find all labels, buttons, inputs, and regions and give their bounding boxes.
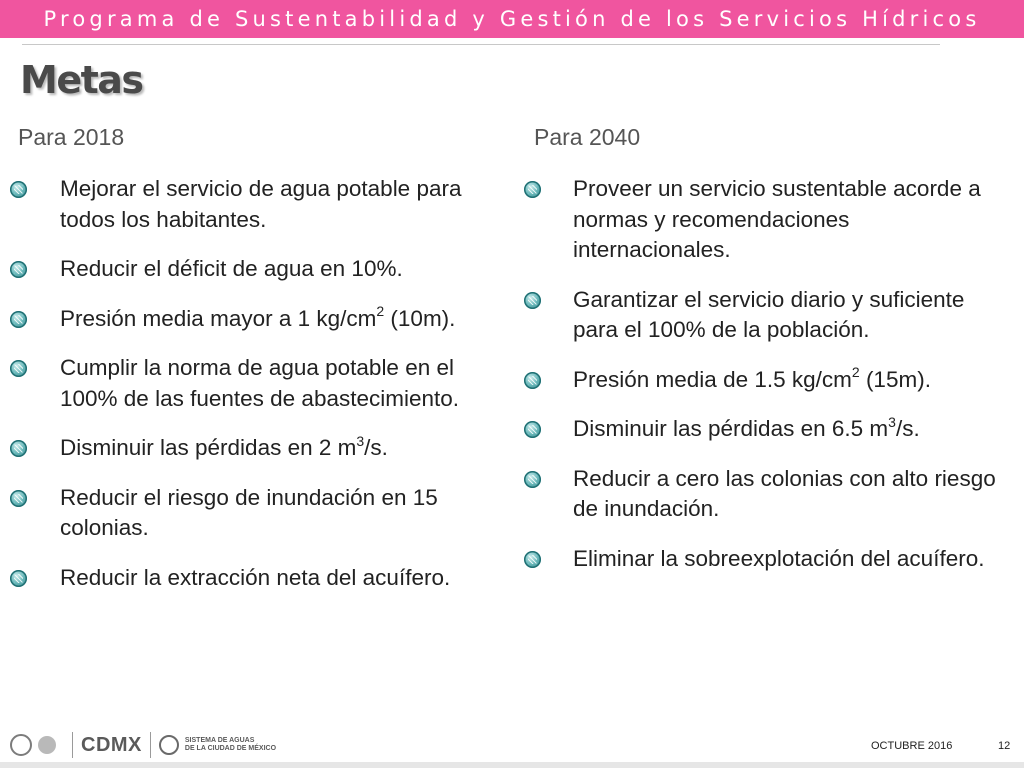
list-item: Garantizar el servicio diario y suficiente para el 100% de la población. (516, 285, 1017, 346)
goals-2040-column (516, 122, 1016, 571)
water-bullet-icon (10, 360, 27, 377)
logo-separator (150, 732, 151, 758)
water-bullet-icon (10, 440, 27, 457)
seal-icon (10, 734, 32, 756)
water-bullet-icon (524, 471, 541, 488)
list-item: Reducir el riesgo de inundación en 15 colonias. (0, 483, 500, 544)
water-bullet-icon (524, 181, 541, 198)
water-bullet-icon (10, 181, 27, 198)
column-heading-2040: Para 2040 (534, 124, 641, 150)
org-name: SISTEMA DE AGUAS DE LA CIUDAD DE MÉXICO (184, 737, 277, 752)
water-bullet-icon (524, 421, 541, 438)
water-bullet-icon (10, 311, 27, 328)
list-item: Proveer un servicio sustentable acorde a normas y recomendaciones internacionales. (516, 174, 1017, 266)
footer-logos (10, 730, 276, 760)
list-item: Reducir la extracción neta del acuífero. (0, 563, 500, 594)
sacmex-logo-icon (159, 735, 179, 755)
list-item: Cumplir la norma de agua potable en el 100% de las fuentes de abastecimiento. (0, 353, 500, 414)
water-bullet-icon (524, 551, 541, 568)
list-item: Mejorar el servicio de agua potable para todos los habitantes. (0, 174, 500, 235)
column-heading-2018: Para 2018 (18, 124, 125, 150)
list-item: Eliminar la sobreexplotación del acuífero. (516, 544, 1017, 575)
list-item: Disminuir las pérdidas en 2 $m^3/s$. (0, 433, 500, 464)
page-number: 12 (998, 740, 1011, 752)
water-bullet-icon (10, 570, 27, 587)
water-bullet-icon (524, 292, 541, 309)
cdmx-logo-icon: CDMX (81, 733, 142, 756)
list-item: Reducir el déficit de agua en 10%. (0, 254, 500, 285)
footer-divider (0, 762, 1024, 768)
footer-date: OCTUBRE 2016 (871, 740, 953, 752)
water-bullet-icon (524, 372, 541, 389)
crest-icon (38, 736, 56, 754)
list-item: Presión media de 1.5 $kg/cm^2$ (15m). (516, 365, 1017, 396)
list-item: Reducir a cero las colonias con alto riesgo de inundación. (516, 464, 1017, 525)
banner-title: Programa de Sustentabilidad y Gestión de los Servicios Hídricos (43, 7, 981, 31)
water-bullet-icon (10, 261, 27, 278)
logo-separator (72, 732, 73, 758)
goals-2018-list (0, 174, 500, 612)
list-item: Presión media mayor a 1 $kg/cm^2$ (10m). (0, 304, 500, 335)
banner-divider (22, 44, 940, 45)
list-item: Disminuir las pérdidas en 6.5 $m^3/s$. (516, 414, 1017, 445)
water-bullet-icon (10, 490, 27, 507)
program-banner (0, 0, 1024, 38)
page-title: Metas (20, 58, 143, 102)
goals-2018-column (0, 122, 500, 590)
goals-2040-list (516, 174, 1017, 593)
